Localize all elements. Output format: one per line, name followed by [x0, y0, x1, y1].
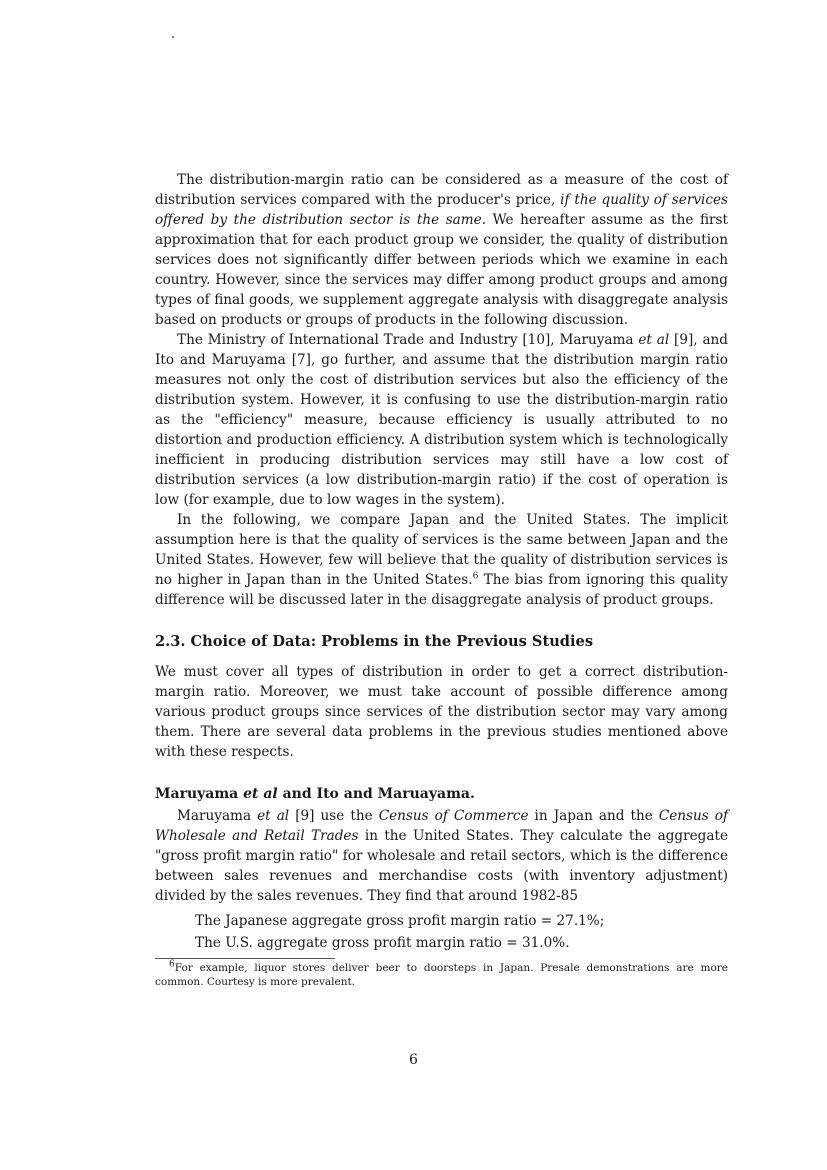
heading-emphasis: et al — [243, 786, 278, 802]
emphasis-text: et al — [257, 808, 290, 824]
paragraph-data-coverage: We must cover all types of distribution in order to get a correct distribution-margin ratio. Moreover, we must take account of possible difference among various product groups since services of the distribution sector may vary among them. There are several data problems in the previous studies mentioned above with these respects. — [155, 664, 728, 760]
paragraph-text: in the United States. They calculate the aggregate "gross profit margin ratio" for wholesale and retail sectors, which is the difference between sales revenues and merchandise costs (with inventory adjustment) divided by the sales revenues. They find that around 1982-85 — [155, 828, 728, 904]
paragraph-text: In the following, we compare Japan and the United States. The implicit assumption here is that the quality of services is the same between Japan and the United States. However, few will believe that the quality of distribution services is no higher in Japan than in the United States. — [155, 512, 728, 588]
section-heading: 2.3. Choice of Data: Problems in the Previous Studies — [155, 633, 594, 650]
footnote — [155, 961, 728, 989]
footnote-rule — [155, 958, 335, 959]
heading-text: and Ito and Maruayama. — [277, 786, 475, 802]
emphasis-text: if the quality of services offered by the distribution sector is the same. — [155, 192, 728, 228]
subsection-heading — [155, 784, 728, 804]
paragraph-text: The bias from ignoring this quality difference will be discussed later in the disaggregate analysis of product groups. — [155, 572, 728, 608]
japan-ratio-line: The Japanese aggregate gross profit margin ratio = 27.1%; — [195, 913, 605, 929]
emphasis-text: et al — [638, 332, 670, 348]
paragraph-text: We hereafter assume as the first approximation that for each product group we consider, the quality of distribution services does not significantly differ between periods which we examine in each country. However, since the services may differ among product groups and among types of final goods, we supplement aggregate analysis with disaggregate analysis based on products or groups of products in the following discussion. — [155, 212, 728, 328]
paragraph-text: [9] use the — [289, 808, 379, 824]
scan-speck — [172, 36, 174, 38]
footnote-marker[interactable]: 6 — [472, 571, 479, 582]
paragraph-text: The distribution-margin ratio can be considered as a measure of the cost of distribution services compared with the producer's price, — [155, 172, 728, 208]
page-number: 6 — [409, 1052, 418, 1068]
footnote-text: For example, liquor stores deliver beer to doorsteps in Japan. Presale demonstrations are more common. Courtesy is more prevalent. — [155, 962, 728, 988]
footnote-mark: 6 — [169, 959, 175, 970]
emphasis-text: Census of Wholesale and Retail Trades — [155, 808, 729, 844]
paragraph-text: in Japan and the — [528, 808, 659, 824]
paragraph-distribution-margin — [155, 170, 728, 330]
page-body — [155, 170, 728, 989]
paragraph-census — [155, 806, 728, 906]
paragraph-text: The Ministry of International Trade and Industry [10], Maruyama — [177, 332, 639, 348]
paragraph-text: [9], and Ito and Maruyama [7], go further, and assume that the distribution margin ratio measures not only the cost of distribution services but also the efficiency of the distribution system. However, it is confusing to use the distribution-margin ratio as the "efficiency" measure, because efficiency is usually attributed to no distortion and production efficiency. A distribution system which is technologically inefficient in producing distribution services may still have a low cost of distribution services (a low distribution-margin ratio) if the cost of operation is low (for example, due to low wages in the system). — [155, 332, 729, 508]
display-equations — [195, 910, 728, 954]
paragraph-japan-us-comparison — [155, 510, 728, 610]
heading-text: Maruyama — [155, 786, 244, 802]
paragraph-miti — [155, 330, 728, 510]
us-ratio-line: The U.S. aggregate gross profit margin ratio = 31.0%. — [195, 935, 570, 951]
paragraph-text: Maruyama — [177, 808, 258, 824]
emphasis-text: Census of Commerce — [378, 808, 529, 824]
